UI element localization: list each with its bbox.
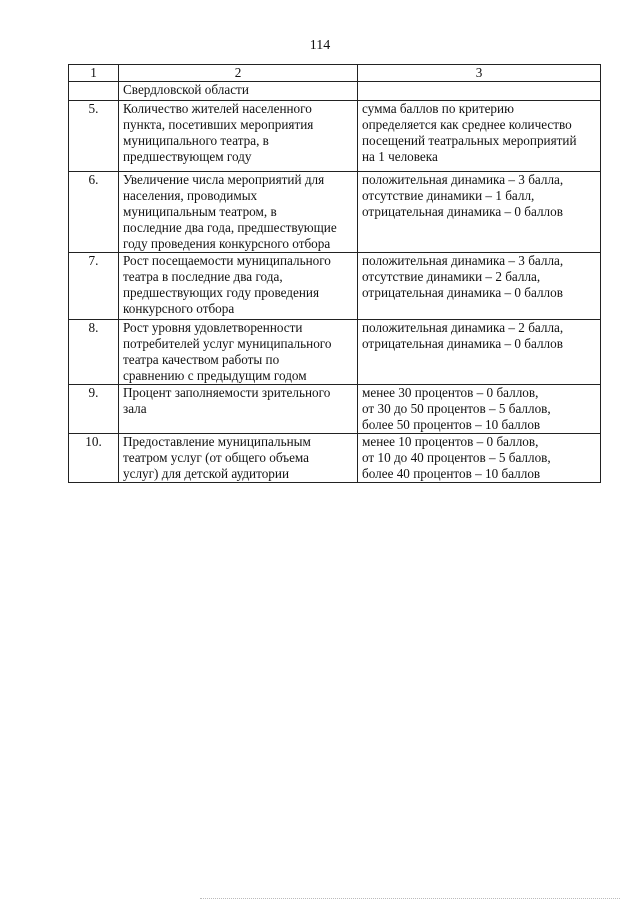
row-number: 6. bbox=[69, 172, 119, 253]
row-number: 8. bbox=[69, 320, 119, 385]
page-number: 114 bbox=[309, 38, 331, 53]
criterion-line: году проведения конкурсного отбора bbox=[123, 236, 331, 251]
scoring-line: на 1 человека bbox=[362, 149, 438, 164]
criterion-line: пункта, посетивших мероприятия bbox=[123, 117, 314, 132]
criteria-table bbox=[68, 64, 601, 483]
table-row bbox=[69, 172, 601, 253]
criterion-line: Процент заполняемости зрительного bbox=[123, 385, 331, 400]
scoring-cell bbox=[358, 253, 601, 320]
criterion-cell bbox=[119, 385, 358, 434]
criterion-line: театра качеством работы по bbox=[123, 352, 280, 367]
scoring-line: менее 10 процентов – 0 баллов, bbox=[362, 434, 539, 449]
criterion-line: предшествующем году bbox=[123, 149, 252, 164]
header-col-3: 3 bbox=[358, 65, 601, 82]
table-row bbox=[69, 101, 601, 172]
table-row bbox=[69, 320, 601, 385]
scoring-line: сумма баллов по критерию bbox=[362, 101, 514, 116]
criterion-line: Предоставление муниципальным bbox=[123, 434, 311, 449]
criterion-line: населения, проводимых bbox=[123, 188, 258, 203]
criterion-cell bbox=[119, 434, 358, 483]
continuation-empty-cell bbox=[358, 82, 601, 101]
table-row bbox=[69, 434, 601, 483]
scoring-line: более 50 процентов – 10 баллов bbox=[362, 417, 541, 432]
row-number: 5. bbox=[69, 101, 119, 172]
row-number: 10. bbox=[69, 434, 119, 483]
table-header-row bbox=[69, 65, 601, 82]
criterion-cell bbox=[119, 253, 358, 320]
criterion-line: муниципальным театром, в bbox=[123, 204, 277, 219]
header-col-2: 2 bbox=[119, 65, 358, 82]
scoring-line: отсутствие динамики – 1 балл, bbox=[362, 188, 535, 203]
criterion-line: Рост посещаемости муниципального bbox=[123, 253, 331, 268]
criterion-line: зала bbox=[123, 401, 147, 416]
scoring-line: посещений театральных мероприятий bbox=[362, 133, 577, 148]
scoring-line: положительная динамика – 3 балла, bbox=[362, 172, 564, 187]
criterion-line: театром услуг (от общего объема bbox=[123, 450, 310, 465]
scoring-line: отрицательная динамика – 0 баллов bbox=[362, 285, 563, 300]
criterion-line: потребителей услуг муниципального bbox=[123, 336, 332, 351]
scoring-line: положительная динамика – 3 балла, bbox=[362, 253, 564, 268]
criterion-line: муниципального театра, в bbox=[123, 133, 269, 148]
criterion-line: конкурсного отбора bbox=[123, 301, 235, 316]
bottom-scan-edge bbox=[200, 898, 620, 899]
scoring-cell bbox=[358, 434, 601, 483]
continuation-num-cell bbox=[69, 82, 119, 101]
scoring-cell bbox=[358, 172, 601, 253]
criterion-line: услуг) для детской аудитории bbox=[123, 466, 290, 481]
table-row bbox=[69, 385, 601, 434]
scoring-line: менее 30 процентов – 0 баллов, bbox=[362, 385, 539, 400]
criterion-line: Увеличение числа мероприятий для bbox=[123, 172, 325, 187]
criterion-cell bbox=[119, 320, 358, 385]
row-number: 9. bbox=[69, 385, 119, 434]
criterion-cell bbox=[119, 172, 358, 253]
criterion-line: сравнению с предыдущим годом bbox=[123, 368, 307, 383]
scoring-line: от 10 до 40 процентов – 5 баллов, bbox=[362, 450, 551, 465]
scoring-cell bbox=[358, 320, 601, 385]
criterion-line: театра в последние два года, bbox=[123, 269, 283, 284]
row-number: 7. bbox=[69, 253, 119, 320]
criterion-cell bbox=[119, 101, 358, 172]
scoring-cell bbox=[358, 101, 601, 172]
scoring-cell bbox=[358, 385, 601, 434]
continuation-text: Свердловской области bbox=[119, 82, 358, 101]
header-col-1: 1 bbox=[69, 65, 119, 82]
scoring-line: отрицательная динамика – 0 баллов bbox=[362, 336, 563, 351]
criterion-line: последние два года, предшествующие bbox=[123, 220, 337, 235]
criterion-line: Рост уровня удовлетворенности bbox=[123, 320, 303, 335]
scoring-line: отсутствие динамики – 2 балла, bbox=[362, 269, 541, 284]
table-row bbox=[69, 253, 601, 320]
scoring-line: более 40 процентов – 10 баллов bbox=[362, 466, 541, 481]
scoring-line: отрицательная динамика – 0 баллов bbox=[362, 204, 563, 219]
scoring-line: определяется как среднее количество bbox=[362, 117, 572, 132]
continuation-row bbox=[69, 82, 601, 101]
criterion-line: Количество жителей населенного bbox=[123, 101, 312, 116]
scoring-line: положительная динамика – 2 балла, bbox=[362, 320, 564, 335]
scoring-line: от 30 до 50 процентов – 5 баллов, bbox=[362, 401, 551, 416]
criterion-line: предшествующих году проведения bbox=[123, 285, 320, 300]
